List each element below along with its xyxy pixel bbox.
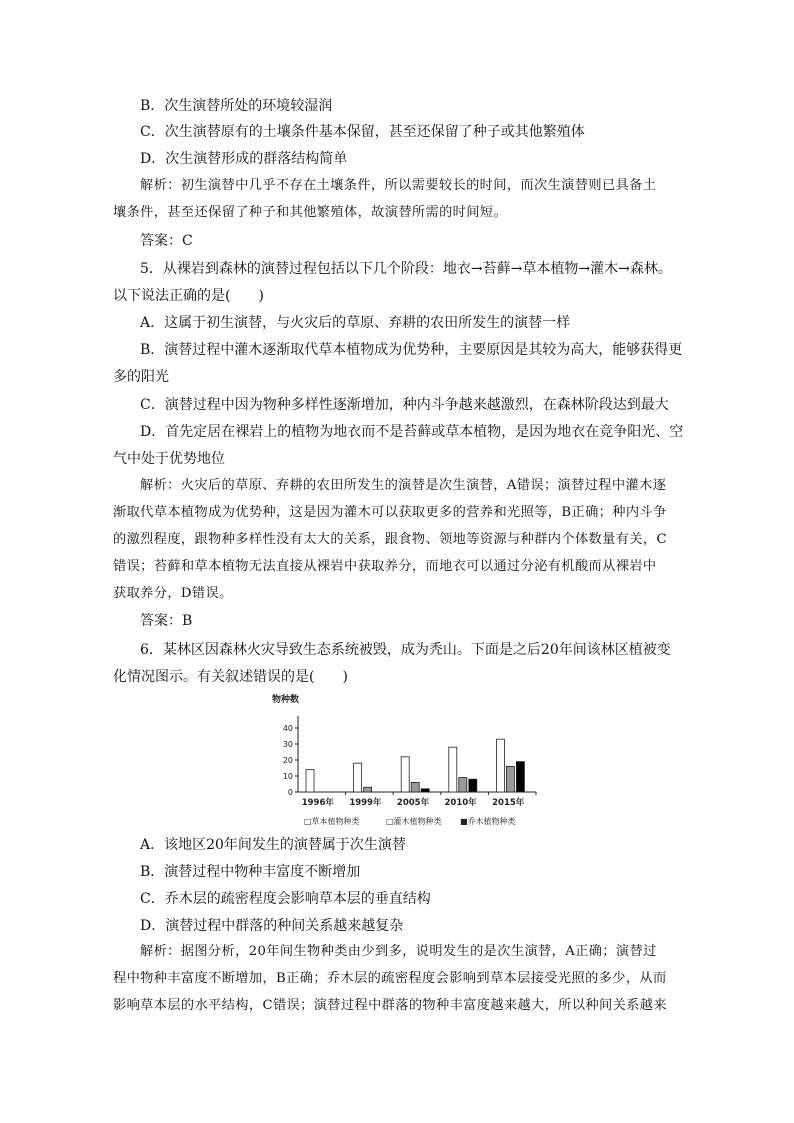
bar [449, 747, 457, 792]
q6-explanation-line1: 解析：据图分析，20年间生物种类由少到多，说明发生的是次生演替，A正确；演替过 [140, 944, 657, 959]
q6-option-d: D．演替过程中群落的种间关系越来越复杂 [140, 918, 404, 934]
q6-stem-line1: 6．某林区因森林火灾导致生态系统被毁，成为秃山。下面是之后20年间该林区植被变 [140, 642, 671, 658]
y-tick-label: 20 [282, 756, 293, 765]
bar [506, 766, 514, 792]
q6-option-c: C．乔木层的疏密程度会影响草本层的垂直结构 [140, 891, 431, 907]
species-bar-chart [270, 692, 540, 832]
x-tick-label: 2005年 [396, 798, 430, 808]
q5-explanation-line1: 解析：火灾后的草原、弃耕的农田所发生的演替是次生演替，A错误；演替过程中灌木逐 [140, 478, 667, 493]
q5-stem-line1: 5．从裸岩到森林的演替过程包括以下几个阶段：地衣→苔藓→草本植物→灌木→森林。 [140, 261, 672, 277]
q4-option-d: D．次生演替形成的群落结构简单 [140, 151, 348, 167]
bar [459, 778, 467, 792]
bar [364, 787, 372, 792]
q5-explanation-line3: 的激烈程度，跟物种多样性没有太大的关系，跟食物、领地等资源与种群内个体数量有关，C [113, 532, 667, 547]
bar [469, 779, 477, 792]
q5-explanation-line4: 错误；苔藓和草本植物无法直接从裸岩中获取养分，而地衣可以通过分泌有机酸而从裸岩中 [113, 559, 657, 574]
q6-stem-line2: 化情况图示。有关叙述错误的是( ) [113, 669, 348, 685]
q4-option-b: B．次生演替所处的环境较湿润 [140, 98, 333, 114]
q4-explanation-line1: 解析：初生演替中几乎不存在土壤条件，所以需要较长的时间，而次生演替则已具备土 [140, 178, 657, 193]
q5-explanation-line5: 获取养分，D错误。 [113, 586, 233, 601]
bar [516, 762, 524, 792]
legend-entry: □灌木植物种类 [386, 817, 442, 826]
y-tick-label: 10 [282, 772, 293, 781]
legend-entry: □草本植物种类 [304, 817, 360, 826]
y-axis-label: 物种数 [272, 695, 300, 705]
q5-option-b-line2: 多的阳光 [113, 369, 169, 385]
q5-explanation-line2: 渐取代草本植物成为优势种，这是因为灌木可以获取更多的营养和光照等，B正确；种内斗争 [113, 505, 667, 520]
bar [411, 782, 419, 792]
q5-option-d-line2: 气中处于优势地位 [113, 451, 225, 467]
x-tick-label: 1996年 [301, 798, 334, 808]
bar [496, 739, 504, 792]
bar [401, 757, 409, 792]
q4-explanation-line2: 壤条件，甚至还保留了种子和其他繁殖体，故演替所需的时间短。 [113, 205, 508, 220]
y-tick-label: 40 [282, 724, 293, 733]
y-tick-label: 30 [282, 740, 293, 749]
bar [306, 770, 314, 792]
q6-option-b: B．演替过程中物种丰富度不断增加 [140, 864, 361, 880]
q5-stem-line2: 以下说法正确的是( ) [113, 288, 264, 304]
q6-explanation-line2: 程中物种丰富度不断增加，B正确；乔木层的疏密程度会影响到草本层接受光照的多少，从而 [113, 971, 667, 986]
legend-entry: ■乔木植物种类 [460, 817, 516, 826]
q4-option-c: C．次生演替原有的土壤条件基本保留，甚至还保留了种子或其他繁殖体 [140, 124, 585, 140]
bar [421, 789, 429, 792]
bar [354, 763, 362, 792]
q5-option-d-line1: D．首先定居在裸岩上的植物为地衣而不是苔藓或草本植物，是因为地衣在竞争阳光、空 [140, 424, 684, 440]
y-tick-label: 0 [287, 788, 293, 797]
q4-answer: 答案：C [140, 233, 193, 249]
x-tick-label: 2015年 [492, 798, 525, 808]
x-tick-label: 2010年 [444, 798, 477, 808]
q6-option-a: A．该地区20年间发生的演替属于次生演替 [140, 837, 406, 853]
q5-answer: 答案：B [140, 613, 193, 629]
q6-explanation-line3: 影响草本层的水平结构，C错误；演替过程中群落的物种丰富度越来越大，所以种间关系越来 [113, 998, 667, 1013]
q5-option-a: A．这属于初生演替，与火灾后的草原、弃耕的农田所发生的演替一样 [140, 315, 571, 331]
q5-option-c: C．演替过程中因为物种多样性逐渐增加，种内斗争越来越激烈，在森林阶段达到最大 [140, 397, 669, 413]
x-tick-label: 1999年 [349, 798, 382, 808]
q5-option-b-line1: B．演替过程中灌木逐渐取代草本植物成为优势种，主要原因是其较为高大，能够获得更 [140, 342, 683, 358]
